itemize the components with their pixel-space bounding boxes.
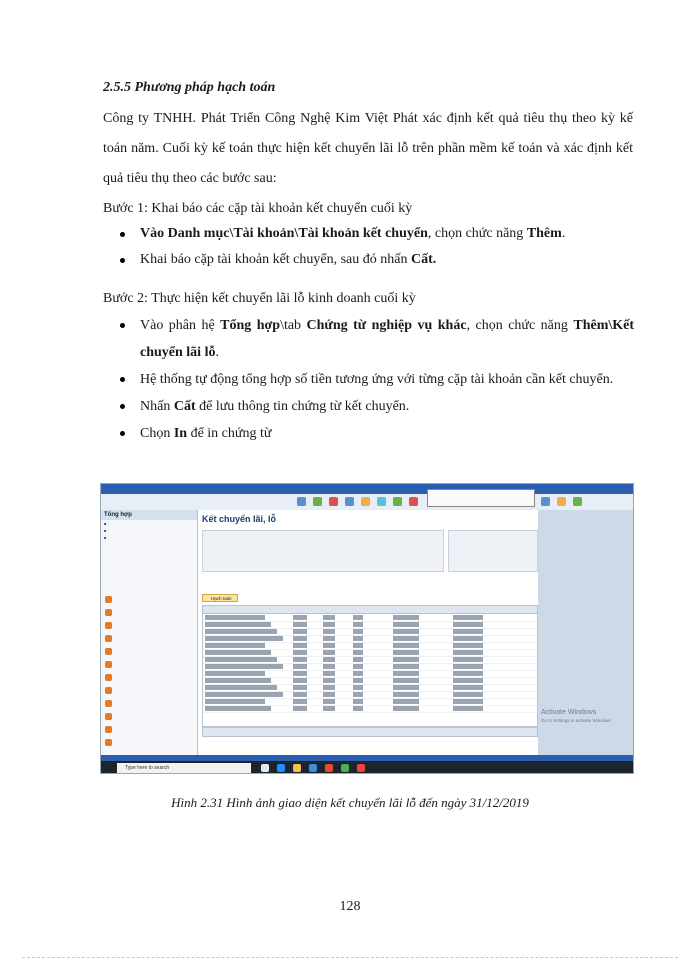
step2-title: Bước 2: Thực hiện kết chuyển lãi lỗ kinh doanh cuối kỳ	[103, 291, 416, 306]
form-title: Kết chuyển lãi, lỗ	[202, 514, 277, 524]
grid-cell	[393, 678, 419, 683]
grid-cell	[293, 650, 307, 655]
grid-cell	[205, 671, 265, 676]
step2-bullet-4: Chọn In để in chứng từ	[116, 420, 634, 447]
grid-cell	[453, 650, 483, 655]
app-toolbar	[101, 494, 633, 511]
grid-cell	[393, 643, 419, 648]
grid-cell	[453, 706, 483, 711]
grid-cell	[323, 629, 335, 634]
grid-cell	[205, 643, 265, 648]
grid-cell	[353, 622, 363, 627]
voucher-info-panel	[448, 530, 538, 572]
sidebar-title: Tổng hợp	[101, 510, 197, 520]
grid-cell	[205, 615, 265, 620]
grid-cell	[205, 678, 271, 683]
taskbar-app-icon[interactable]	[341, 764, 349, 772]
form-area	[198, 510, 538, 755]
grid-cell	[453, 657, 483, 662]
taskbar-app-icon[interactable]	[277, 764, 285, 772]
sidebar-module[interactable]	[103, 672, 195, 683]
section-heading: 2.5.5 Phương pháp hạch toán	[103, 80, 276, 95]
sidebar-link[interactable]: ■	[104, 528, 118, 533]
grid-cell	[393, 671, 419, 676]
page-number: 128	[339, 899, 361, 914]
grid-cell	[453, 692, 483, 697]
grid-cell	[323, 615, 335, 620]
sidebar-module[interactable]	[103, 633, 195, 644]
grid-cell	[453, 699, 483, 704]
grid-cell	[393, 615, 419, 620]
grid-cell	[205, 629, 277, 634]
grid-cell	[323, 622, 335, 627]
posting-grid	[202, 605, 538, 727]
software-screenshot	[100, 483, 634, 774]
grid-cell	[353, 678, 363, 683]
grid-cell	[353, 615, 363, 620]
notification-popup	[427, 489, 535, 507]
grid-cell	[205, 699, 265, 704]
grid-cell	[353, 636, 363, 641]
grid-cell	[323, 636, 335, 641]
grid-cell	[323, 692, 335, 697]
step1-bullet-2: Khai báo cặp tài khoản kết chuyển, sau đó nhấn Cất.	[116, 247, 634, 273]
grid-cell	[323, 650, 335, 655]
step2-bullet-1: Vào phân hệ Tổng hợp\tab Chứng từ nghiệp vụ khác, chọn chức năng Thêm\Kết chuyển lãi lỗ.	[116, 312, 634, 366]
grid-cell	[453, 629, 483, 634]
sidebar-module[interactable]	[103, 698, 195, 709]
grid-cell	[293, 699, 307, 704]
grid-cell	[353, 664, 363, 669]
grid-cell	[353, 650, 363, 655]
grid-cell	[453, 664, 483, 669]
grid-cell	[293, 664, 307, 669]
grid-cell	[453, 678, 483, 683]
grid-cell	[453, 615, 483, 620]
grid-cell	[205, 636, 283, 641]
grid-cell	[293, 692, 307, 697]
grid-cell	[205, 650, 271, 655]
grid-cell	[393, 664, 419, 669]
grid-cell	[323, 699, 335, 704]
grid-cell	[205, 622, 271, 627]
grid-cell	[293, 657, 307, 662]
grid-cell	[353, 692, 363, 697]
grid-cell	[293, 685, 307, 690]
grid-cell	[205, 657, 277, 662]
grid-cell	[393, 699, 419, 704]
intro-paragraph: Công ty TNHH. Phát Triển Công Nghệ Kim Việt Phát xác định kết quả tiêu thụ theo kỳ kế toán năm. Cuối kỳ kế toán thực hiện kết chuyển lãi lỗ trên phần mềm kế toán và xác định kết quả tiêu thụ theo các bước sau:	[103, 111, 633, 186]
sidebar-module[interactable]	[103, 607, 195, 618]
step1-bullet-1: Vào Danh mục\Tài khoản\Tài khoản kết chuyển, chọn chức năng Thêm.	[116, 221, 634, 247]
sidebar-module[interactable]	[103, 594, 195, 605]
grid-cell	[293, 678, 307, 683]
taskbar-search[interactable]: Type here to search	[117, 763, 251, 773]
grid-cell	[393, 622, 419, 627]
grid-cell	[353, 643, 363, 648]
grid-cell	[453, 671, 483, 676]
grid-cell	[353, 706, 363, 711]
sidebar-link[interactable]: ■	[104, 521, 118, 526]
grid-cell	[323, 678, 335, 683]
grid-cell	[205, 664, 283, 669]
grid-cell	[205, 706, 271, 711]
grid-cell	[353, 699, 363, 704]
grid-cell	[293, 671, 307, 676]
app-sidebar	[101, 510, 198, 755]
taskbar-app-icon[interactable]	[357, 764, 365, 772]
grid-cell	[453, 636, 483, 641]
sidebar-module[interactable]	[103, 685, 195, 696]
taskbar-app-icon[interactable]	[325, 764, 333, 772]
grid-cell	[323, 706, 335, 711]
step2-list	[116, 312, 634, 447]
sidebar-link[interactable]: ■	[104, 535, 116, 540]
sidebar-module[interactable]	[103, 724, 195, 735]
taskbar-app-icon[interactable]	[309, 764, 317, 772]
grid-header	[203, 606, 537, 614]
grid-footer	[202, 727, 538, 737]
grid-cell	[323, 685, 335, 690]
sidebar-module[interactable]	[103, 711, 195, 722]
grid-cell	[353, 671, 363, 676]
taskbar-app-icon[interactable]	[261, 764, 269, 772]
grid-cell	[453, 643, 483, 648]
grid-cell	[353, 685, 363, 690]
figure-caption: Hình 2.31 Hình ảnh giao diện kết chuyển lãi lỗ đến ngày 31/12/2019	[171, 795, 529, 810]
grid-cell	[323, 671, 335, 676]
grid-cell	[393, 629, 419, 634]
grid-cell	[293, 629, 307, 634]
grid-cell	[323, 643, 335, 648]
step2-bullet-3: Nhấn Cất để lưu thông tin chứng từ kết chuyển.	[116, 393, 634, 420]
grid-cell	[293, 636, 307, 641]
sidebar-module[interactable]	[103, 646, 195, 657]
grid-cell	[205, 692, 283, 697]
grid-cell	[323, 657, 335, 662]
grid-cell	[323, 664, 335, 669]
sidebar-module[interactable]	[103, 620, 195, 631]
grid-cell	[393, 692, 419, 697]
grid-row[interactable]	[203, 705, 537, 713]
grid-cell	[393, 650, 419, 655]
grid-cell	[293, 643, 307, 648]
grid-cell	[293, 622, 307, 627]
grid-cell	[205, 685, 277, 690]
step1-list	[116, 221, 634, 273]
general-info-panel	[202, 530, 444, 572]
grid-cell	[393, 636, 419, 641]
sidebar-module[interactable]	[103, 659, 195, 670]
app-title-bar	[101, 484, 633, 494]
windows-watermark: Activate Windows Go to Settings to activate Windows.	[541, 709, 613, 723]
grid-cell	[453, 685, 483, 690]
grid-cell	[353, 657, 363, 662]
step1-title: Bước 1: Khai báo các cặp tài khoản kết chuyển cuối kỳ	[103, 201, 413, 216]
grid-cell	[293, 706, 307, 711]
grid-cell	[453, 622, 483, 627]
grid-cell	[393, 706, 419, 711]
grid-cell	[393, 685, 419, 690]
grid-cell	[393, 657, 419, 662]
grid-cell	[353, 629, 363, 634]
sidebar-module[interactable]	[103, 737, 195, 748]
step2-bullet-2: Hệ thống tự động tổng hợp số tiền tương ứng với từng cặp tài khoản cần kết chuyển.	[116, 366, 634, 393]
taskbar-app-icon[interactable]	[293, 764, 301, 772]
page-border	[22, 957, 678, 958]
grid-cell	[293, 615, 307, 620]
hach-toan-button[interactable]: Hạch toán	[202, 594, 238, 602]
